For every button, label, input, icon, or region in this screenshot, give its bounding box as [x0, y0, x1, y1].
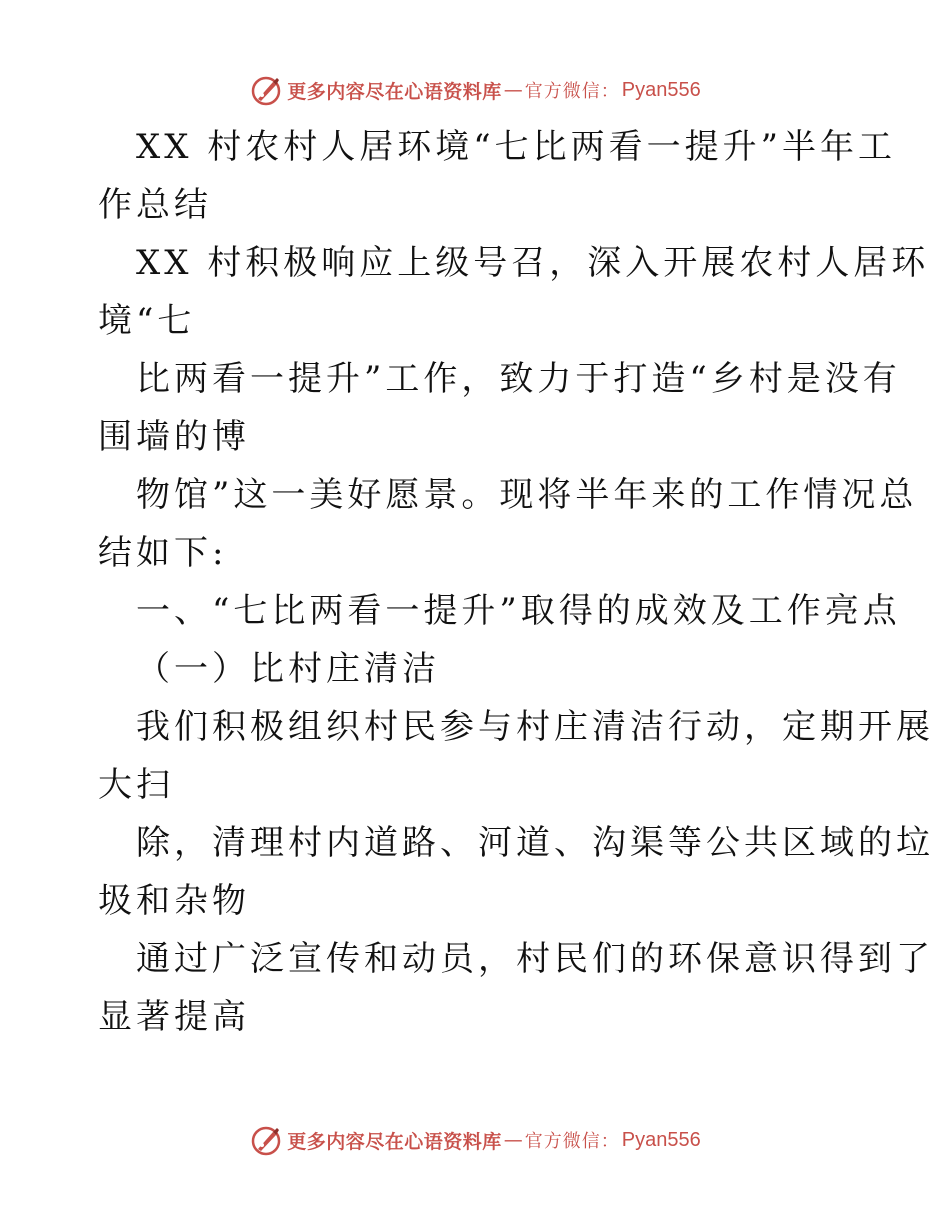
paragraph-line: 通过广泛宣传和动员，村民们的环保意识得到了 [136, 939, 934, 979]
title-line-2: 作总结 [98, 185, 212, 225]
header-banner-wechat-id: Pyan556 [621, 78, 701, 101]
paragraph-line: XX 村积极响应上级号召，深入开展农村人居环 [136, 243, 930, 283]
footer-banner-separator: — [503, 1129, 523, 1151]
paragraph-line: 圾和杂物 [98, 881, 250, 921]
header-banner-text: 更多内容尽在心语资料库 [287, 80, 502, 103]
header-banner-wechat-label: 官方微信： [524, 81, 620, 102]
pen-logo-icon [249, 1123, 283, 1157]
paragraph-line: 显著提高 [98, 997, 250, 1037]
paragraph-line: 大扫 [98, 765, 174, 805]
paragraph-line: 围墙的博 [98, 417, 250, 457]
paragraph-line: 除，清理村内道路、河道、沟渠等公共区域的垃 [136, 823, 934, 863]
title-line-1: XX 村农村人居环境“七比两看一提升”半年工 [136, 127, 896, 167]
header-banner-separator: — [503, 79, 523, 101]
footer-banner-text: 更多内容尽在心语资料库 [287, 1130, 502, 1153]
paragraph-line: 物馆”这一美好愿景。现将半年来的工作情况总 [136, 475, 918, 515]
pen-logo-icon [249, 73, 283, 107]
paragraph-line: 我们积极组织村民参与村庄清洁行动，定期开展 [136, 707, 934, 747]
footer-watermark-banner [0, 1120, 950, 1160]
header-watermark-banner [0, 70, 950, 110]
paragraph-line: 比两看一提升”工作，致力于打造“乡村是没有 [136, 359, 901, 399]
document-body [98, 118, 934, 1046]
footer-banner-wechat-id: Pyan556 [621, 1128, 701, 1151]
paragraph-line: 结如下: [98, 533, 228, 573]
subsection-heading: （一）比村庄清洁 [136, 649, 440, 689]
section-heading: 一、“七比两看一提升”取得的成效及工作亮点 [136, 591, 901, 631]
paragraph-line: 境“七 [98, 301, 196, 341]
footer-banner-wechat-label: 官方微信： [524, 1131, 620, 1152]
